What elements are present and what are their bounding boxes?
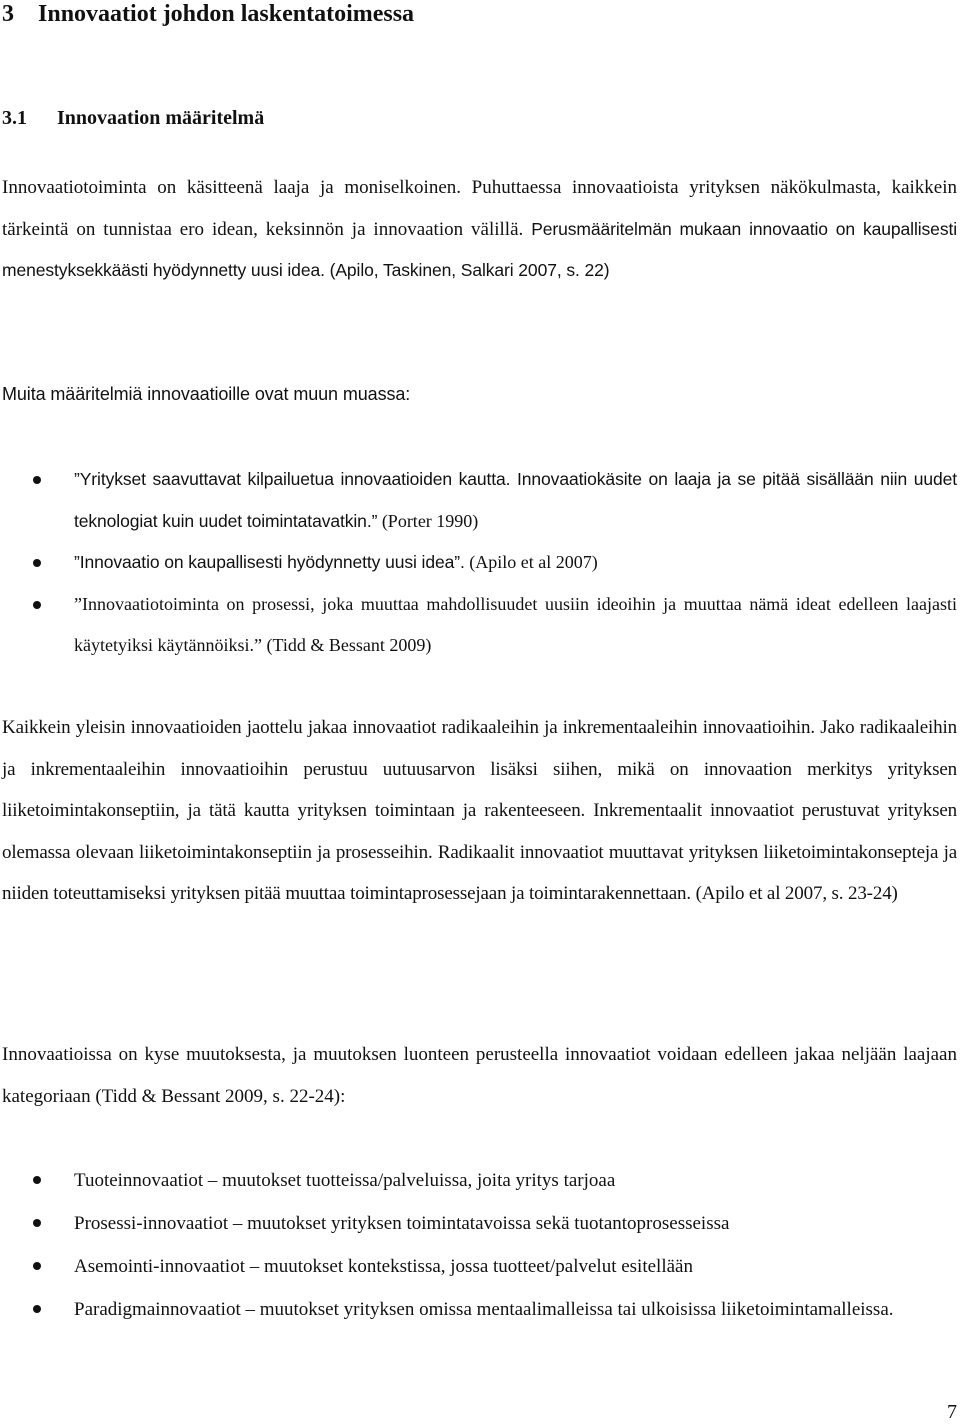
list-item <box>0 584 957 667</box>
bullet-icon <box>33 1305 41 1313</box>
bullet-icon <box>33 476 41 484</box>
category-text: Tuoteinnovaatiot – muutokset tuotteissa/palveluissa, joita yritys tarjoaa <box>74 1170 616 1191</box>
bullet-icon <box>33 1219 41 1227</box>
quote-text: ”Yritykset saavuttavat kilpailuetua innovaatioiden kautta. Innovaatiokäsite on laaja ja se pitää sisällään niin uudet teknologiat kuin uudet toimintatavatkin.” <box>74 469 957 531</box>
paragraph-other-definitions: Muita määritelmiä innovaatioille ovat muun muassa: <box>2 384 411 404</box>
category-text: Asemointi-innovaatiot – muutokset kontekstissa, jossa tuotteet/palvelut esitellään <box>74 1256 693 1277</box>
bullet-icon <box>33 601 41 609</box>
list-item <box>0 459 957 542</box>
quote-text: ”Innovaatiotoiminta on prosessi, joka muuttaa mahdollisuudet uusiin ideoihin ja muuttaa nämä ideat edelleen laajasti käytetyiksi käytännöiksi.” <box>74 593 957 655</box>
bullet-icon <box>33 559 41 567</box>
definitions-list <box>0 459 957 667</box>
paragraph-categories-intro: Innovaatioissa on kyse muutoksesta, ja muutoksen luonteen perusteella innovaatiot voidaan edelleen jakaa neljään laajaan kategoriaan (Tidd & Bessant 2009, s. 22-24): <box>2 1044 957 1107</box>
list-item <box>0 1245 957 1288</box>
categories-list <box>0 1159 957 1331</box>
section-title: Innovaation määritelmä <box>57 107 265 129</box>
chapter-title: Innovaatiot johdon laskentatoimessa <box>38 1 415 27</box>
paragraph-definition-part2: Perusmääritelmän mukaan innovaatio on kaupallisesti menestyksekkäästi hyödynnetty uusi idea. (Apilo, Taskinen, Salkari 2007, s. 22) <box>2 218 958 280</box>
list-item <box>0 542 957 584</box>
quote-source: (Porter 1990) <box>377 510 479 531</box>
paragraph-radical-incremental: Kaikkein yleisin innovaatioiden jaottelu jakaa innovaatiot radikaaleihin ja inkrementaaleihin innovaatioihin. Jako radikaaleihin ja inkrementaaleihin innovaatioihin perustuu uutuusarvon lisäksi siihen, mikä on innovaation merkitys yrityksen liiketoimintakonseptiin, ja tätä kautta yrityksen toimintaan ja rakenteeseen. Inkrementaalit innovaatiot perustuvat yrityksen olemassa olevaan liiketoimintakonseptiin ja prosesseihin. Radikaalit innovaatiot muuttavat yrityksen liiketoimintakonsepteja ja niiden toteuttamiseksi yrityksen pitää muuttaa toimintaprosessejaan ja toimintarakennettaan. (Apilo et al 2007, s. 23-24) <box>2 717 957 904</box>
paragraph-definition <box>2 167 957 292</box>
bullet-icon <box>33 1176 41 1184</box>
chapter-heading <box>2 0 957 34</box>
quote-source: (Tidd & Bessant 2009) <box>261 635 432 655</box>
list-item <box>0 1288 957 1331</box>
page-number: 7 <box>947 1401 957 1423</box>
category-text: Prosessi-innovaatiot – muutokset yrityksen toimintatavoissa sekä tuotantoprosesseissa <box>74 1213 730 1234</box>
list-item <box>0 1202 957 1245</box>
chapter-number: 3 <box>2 1 14 27</box>
quote-text: ”Innovaatio on kaupallisesti hyödynnetty uusi idea”. <box>74 552 465 572</box>
category-text: Paradigmainnovaatiot – muutokset yrityksen omissa mentaalimalleissa tai ulkoisissa liiketoimintamalleissa. <box>74 1299 894 1320</box>
bullet-icon <box>33 1262 41 1270</box>
section-heading <box>2 100 957 136</box>
quote-source: (Apilo et al 2007) <box>464 552 598 572</box>
section-number: 3.1 <box>2 107 27 129</box>
list-item <box>0 1159 957 1202</box>
paragraph-definition-part1: Innovaatiotoiminta on käsitteenä laaja ja moniselkoinen. Puhuttaessa innovaatioista yrityksen näkökulmasta, kaikkein tärkeintä on tunnistaa ero idean, keksinnön ja innovaation välillä. <box>2 177 957 240</box>
